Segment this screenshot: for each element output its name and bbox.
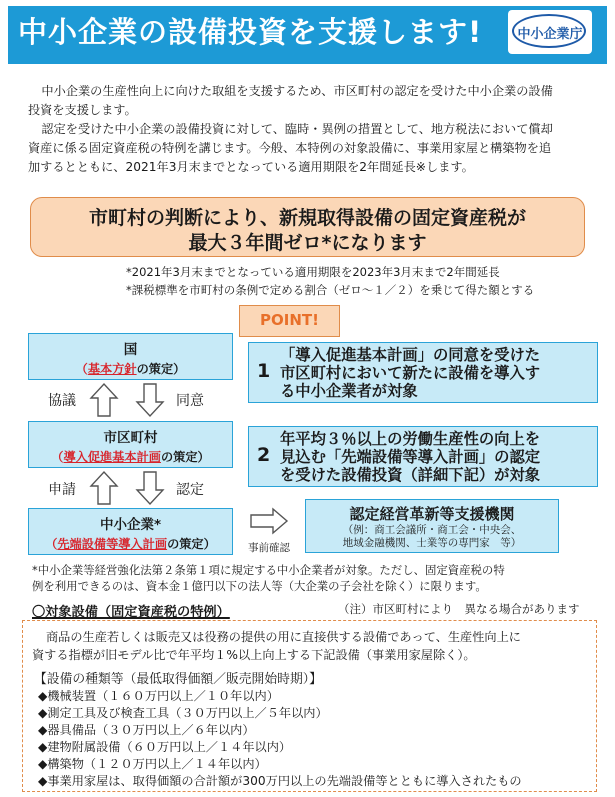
up-arrow-icon bbox=[91, 472, 117, 504]
requirement-1 bbox=[248, 342, 598, 403]
equipment-types-header: 【設備の種類等（最低取得価額／販売開始時期）】 bbox=[34, 672, 322, 687]
chusho-policy bbox=[29, 535, 232, 552]
box-shichoson bbox=[28, 421, 233, 468]
shichoson-open: （ bbox=[51, 450, 64, 464]
intro-p1-line2: 投資を支援します。 bbox=[28, 103, 137, 117]
requirement-2-number: 2 bbox=[257, 444, 271, 466]
kuni-policy-name: 基本方針 bbox=[87, 362, 137, 376]
kuni-open: （ bbox=[75, 362, 88, 376]
page-title: 中小企業の設備投資を支援します! bbox=[18, 15, 483, 49]
right-arrow-icon bbox=[249, 507, 291, 535]
equipment-item: ◆建物附属設備（６０万円以上／１４年以内） bbox=[38, 740, 292, 754]
down-arrow-icon bbox=[137, 384, 163, 416]
equipment-note: （注）市区町村により 異なる場合があります bbox=[338, 602, 580, 616]
shichoson-policy-name: 導入促進基本計画 bbox=[63, 450, 161, 464]
support-examples-2: 地域金融機関、士業等の専門家 等） bbox=[342, 537, 522, 549]
box-kuni bbox=[28, 333, 233, 380]
intro-p2-line2: 資産に係る固定資産税の特例を講じます。今般、本特例の対象設備に、事業用家屋と構築物を追 bbox=[28, 141, 552, 155]
support-title: 認定経営革新等支援機関 bbox=[349, 505, 515, 523]
equipment-item: ◆測定工具及び検査工具（３０万円以上／５年以内） bbox=[38, 706, 328, 720]
chusho-title: 中小企業* bbox=[99, 517, 162, 533]
intro-paragraph-1 bbox=[28, 82, 598, 177]
flow-arrows-2 bbox=[88, 470, 172, 506]
chusho-close: の策定） bbox=[167, 537, 216, 551]
req1-line1: 「導入促進基本計画」の同意を受けた bbox=[280, 346, 541, 364]
equipment-desc-2: 資する指標が旧モデル比で年平均１%以上向上する下記設備（事業用家屋除く）。 bbox=[32, 648, 476, 662]
label-nintei: 認定 bbox=[176, 482, 204, 498]
shichoson-close: の策定） bbox=[160, 450, 210, 464]
req2-line2: 見込む「先端設備等導入計画」の認定 bbox=[280, 448, 541, 466]
label-doi: 同意 bbox=[176, 393, 204, 409]
intro-p2-line3: 加するとともに、2021年3月末までとなっている適用期限を2年間延長※します。 bbox=[28, 160, 474, 174]
kuni-title: 国 bbox=[123, 342, 138, 358]
shichoson-policy bbox=[29, 448, 232, 465]
req1-line3: る中小企業者が対象 bbox=[280, 382, 418, 400]
point-badge: POINT! bbox=[239, 305, 340, 337]
sme-agency-logo bbox=[508, 10, 592, 54]
requirement-1-number: 1 bbox=[257, 360, 271, 382]
logo-text: 中小企業庁 bbox=[517, 27, 583, 42]
note-deadline: *2021年3月末までとなっている適用期限を2023年3月末まで2年間延長 bbox=[126, 265, 500, 279]
intro-p1-line1: 中小企業の生産性向上に向けた取組を支援するため、市区町村の認定を受けた中小企業の設備 bbox=[41, 84, 553, 98]
box-chusho bbox=[28, 508, 233, 555]
footnote-line-2: 例を利用できるのは、資本金１億円以下の法人等（大企業の子会社を除く）に限ります。 bbox=[32, 579, 487, 593]
req1-line2: 市区町村において新たに設備を導入す bbox=[280, 364, 541, 382]
equipment-section-title: 〇対象設備（固定資産税の特例） bbox=[32, 605, 230, 620]
footnote-line-1: *中小企業等経営強化法第２条第１項に規定する中小企業者が対象。ただし、固定資産税の特 bbox=[32, 563, 505, 577]
requirement-2 bbox=[248, 426, 598, 487]
requirement-2-text bbox=[280, 430, 592, 484]
req2-line3: を受けた設備投資（詳細下記）が対象 bbox=[280, 466, 541, 484]
label-kyogi: 協議 bbox=[48, 393, 76, 409]
kuni-close: の策定） bbox=[136, 362, 186, 376]
shichoson-title: 市区町村 bbox=[103, 430, 158, 446]
equipment-desc-1: 商品の生産若しくは販売又は役務の提供の用に直接供する設備であって、生産性向上に bbox=[46, 630, 521, 644]
req2-line1: 年平均３％以上の労働生産性の向上を bbox=[280, 430, 541, 448]
chusho-policy-name: 先端設備等導入計画 bbox=[57, 537, 168, 551]
label-jizen: 事前確認 bbox=[248, 542, 290, 554]
equipment-item: ◆構築物（１２０万円以上／１４年以内） bbox=[38, 757, 267, 771]
flow-arrows-1 bbox=[88, 382, 172, 418]
kuni-policy bbox=[29, 360, 232, 377]
down-arrow-icon bbox=[137, 472, 163, 504]
note-tax-base: *課税標準を市町村の条例で定める割合（ゼロ～１／２）を乗じて得た額とする bbox=[126, 283, 535, 297]
support-organization-box bbox=[305, 499, 559, 553]
banner-line-1: 市町村の判断により、新規取得設備の固定資産税が bbox=[88, 207, 526, 229]
equipment-item: ◆機械装置（１６０万円以上／１０年以内） bbox=[38, 689, 279, 703]
chusho-open: （ bbox=[45, 537, 58, 551]
equipment-item: ◆器具備品（３０万円以上／６年以内） bbox=[38, 723, 255, 737]
label-shinsei: 申請 bbox=[48, 482, 76, 498]
equipment-item: ◆事業用家屋は、取得価額の合計額が300万円以上の先端設備等とともに導入されたもの bbox=[38, 774, 522, 788]
banner-line-2: 最大３年間ゼロ*になります bbox=[188, 232, 427, 254]
intro-p2-line1: 認定を受けた中小企業の設備投資に対して、臨時・異例の措置として、地方税法において償却 bbox=[41, 122, 553, 136]
up-arrow-icon bbox=[91, 384, 117, 416]
support-examples-1: （例：商工会議所・商工会・中央会、 bbox=[342, 524, 522, 536]
requirement-1-text bbox=[280, 346, 592, 400]
